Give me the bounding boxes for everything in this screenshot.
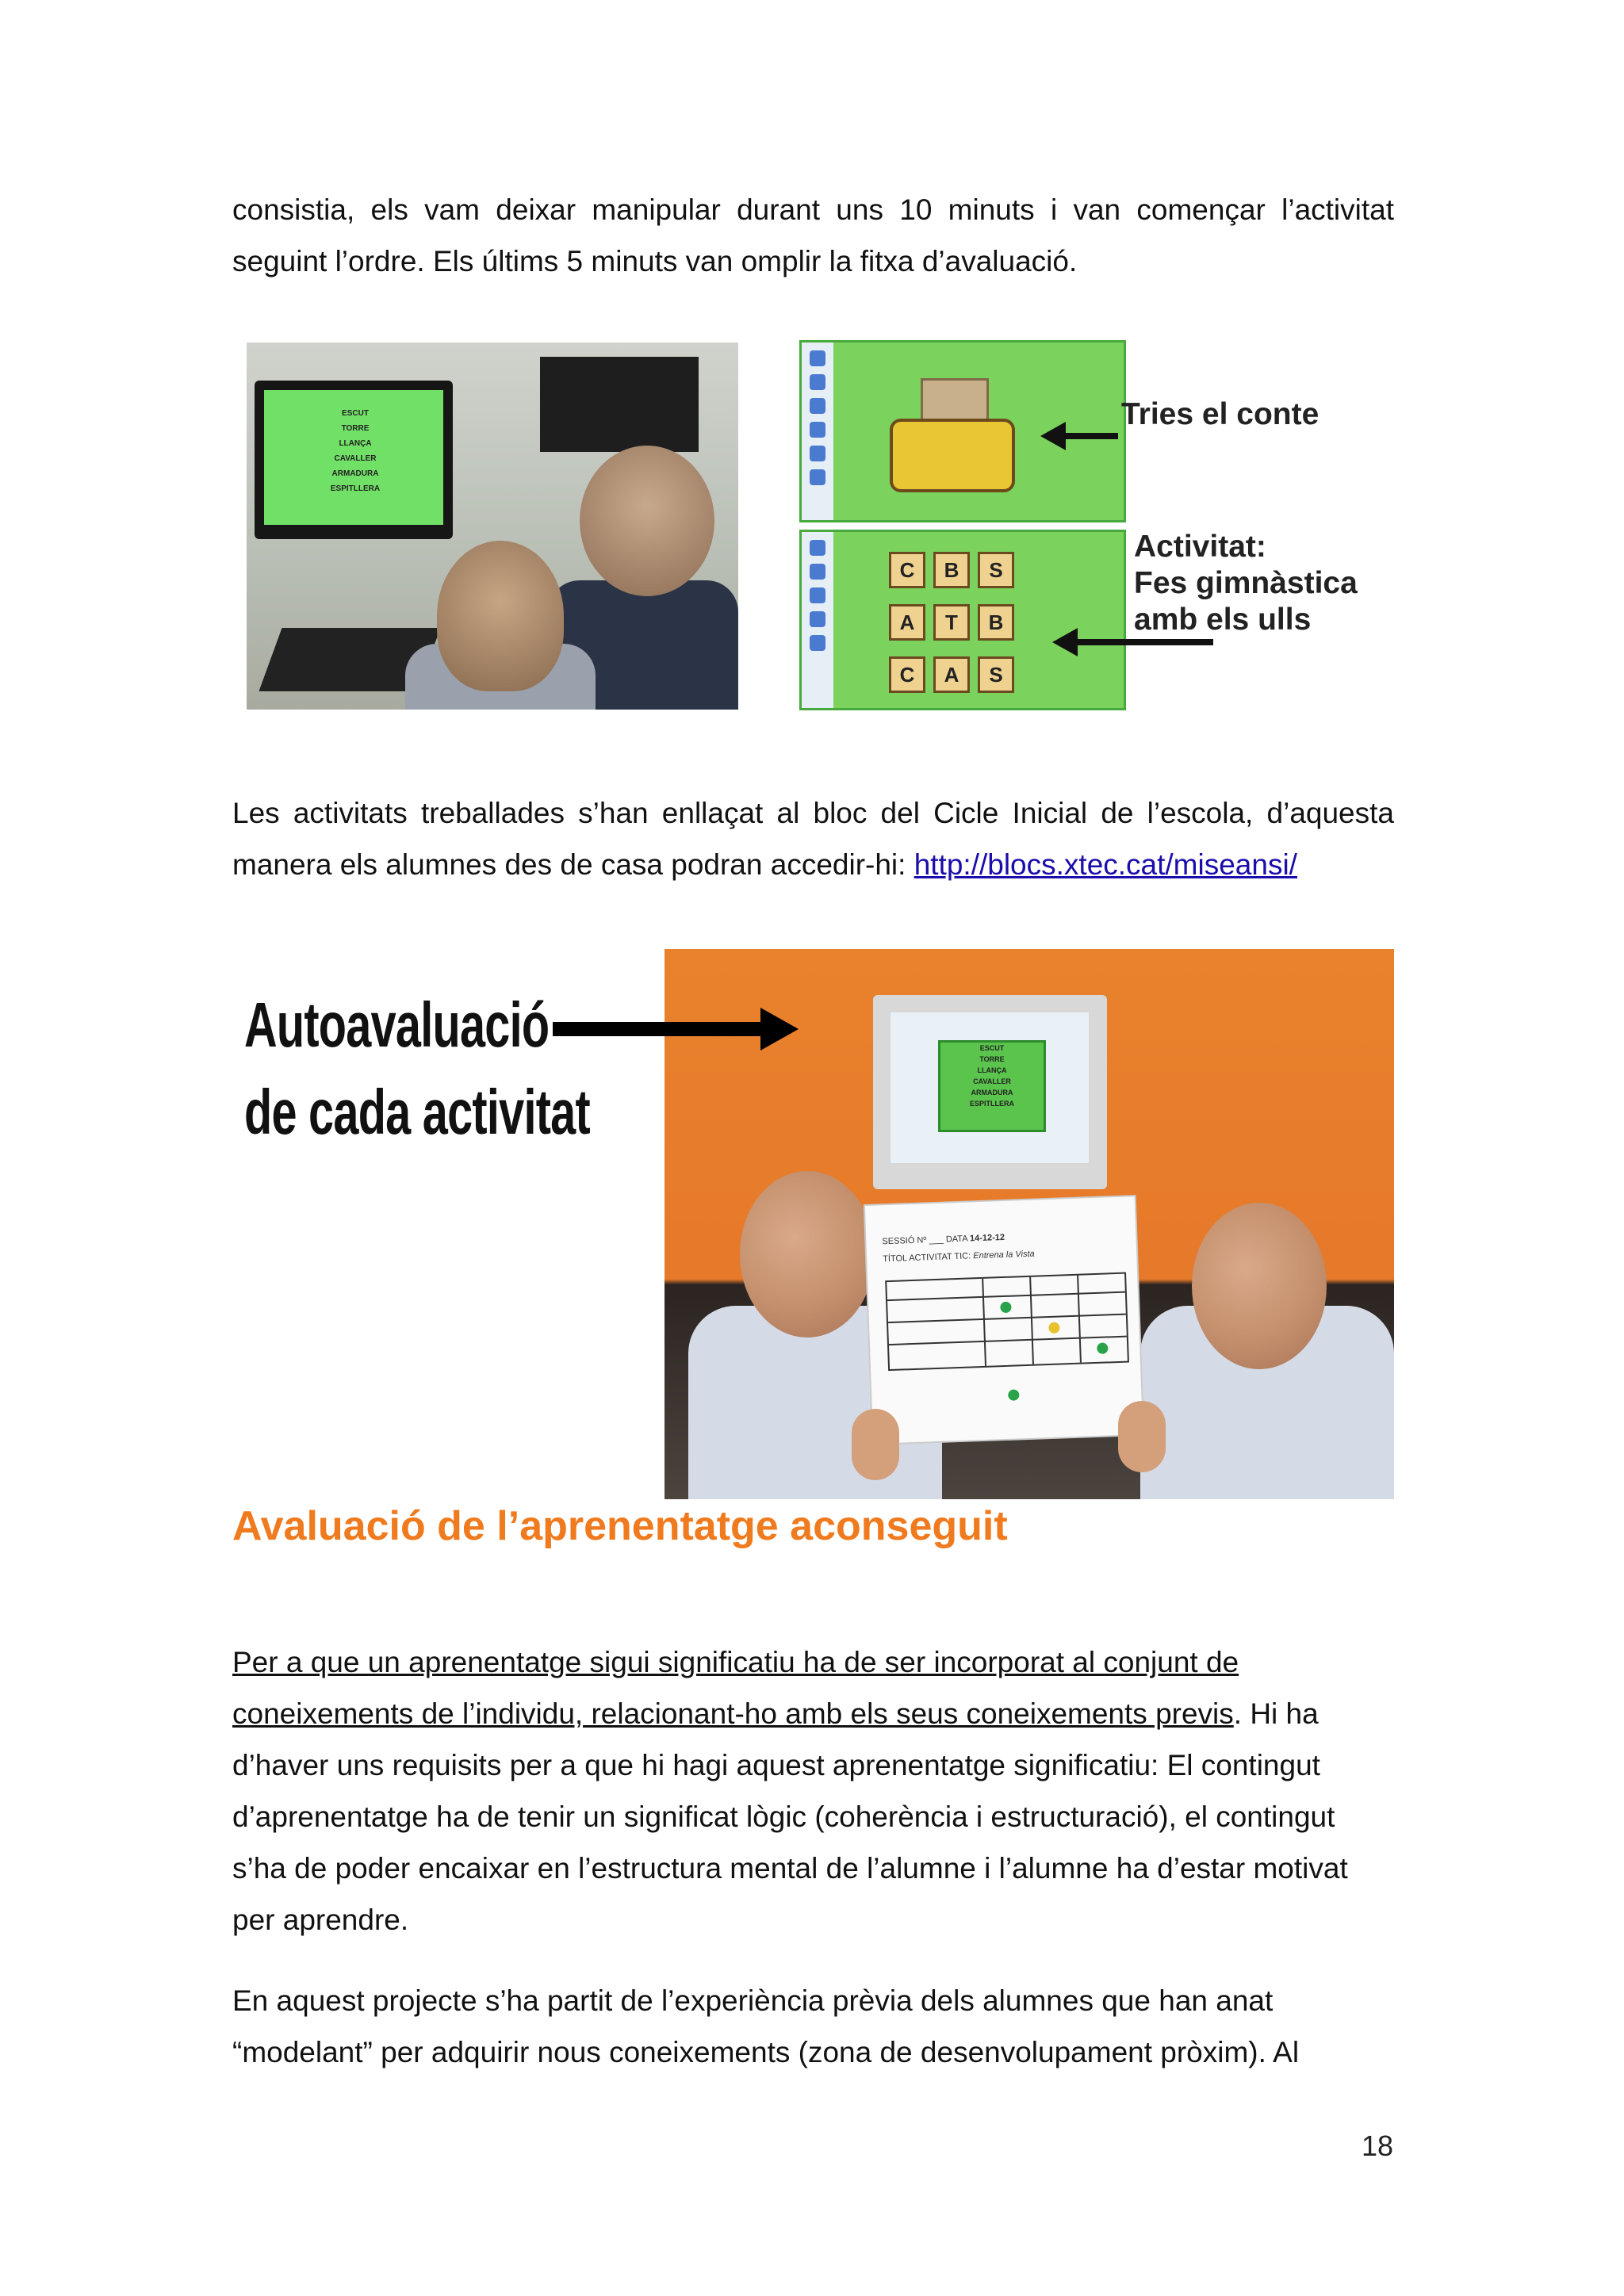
green-dot <box>1097 1342 1108 1353</box>
letter-tile: A <box>933 656 970 693</box>
child-head <box>437 541 564 691</box>
caption-line: Autoavaluació <box>244 989 550 1060</box>
monitor-word: ARMADURA <box>971 1089 1013 1096</box>
monitor-word-list <box>320 406 391 496</box>
arrow-left-icon <box>1074 639 1213 645</box>
monitor-screen <box>264 390 443 525</box>
underlined-text: Per a que un aprenentatge sigui significatiu ha de ser incorporat al conjunt de coneixements de l’individu, relacionant-ho amb els seus coneixements previs <box>232 1646 1239 1730</box>
letter-tile: S <box>978 552 1014 588</box>
monitor <box>255 381 453 539</box>
letter-tile: B <box>978 604 1014 641</box>
paragraph-blog-text: Les activitats treballades s’han enllaçat al bloc del Cicle Inicial de l’escola, d’aquesta manera els alumnes des de casa podran accedir-hi: <box>232 797 1394 881</box>
assessment-sheet <box>865 1196 1143 1444</box>
background-monitor <box>540 357 699 452</box>
screenshot-eye-gymnastics <box>799 530 1126 710</box>
monitor-word: TORRE <box>341 424 370 433</box>
blog-link[interactable]: http://blocs.xtec.cat/miseansi/ <box>914 848 1297 881</box>
caption-line: de cada activitat <box>244 1077 590 1147</box>
self-assessment-caption <box>244 982 590 1156</box>
monitor-word: CAVALLER <box>334 454 377 463</box>
photo-children-at-computer <box>247 342 738 710</box>
hand <box>1118 1401 1166 1472</box>
green-dot <box>1000 1302 1011 1313</box>
monitor-word: ESCUT <box>342 409 369 418</box>
letter-tile: C <box>889 656 925 693</box>
monitor-word: ESCUT <box>979 1044 1005 1052</box>
callout-line: Fes gimnàstica <box>1134 566 1358 600</box>
monitor-word: ESPITLLERA <box>969 1100 1014 1108</box>
monitor-word: LLANÇA <box>977 1066 1007 1074</box>
paragraph-project <box>232 1975 1394 2078</box>
paragraph-intro-text: consistia, els vam deixar manipular durant uns 10 minuts i van començar l’activitat seguint l’ordre. Els últims 5 minuts van omplir la fitxa d’avaluació. <box>232 193 1394 277</box>
paragraph-intro <box>232 184 1394 287</box>
child-head <box>580 446 714 596</box>
sheet-title-line: TÍTOL ACTIVITAT TIC: Entrena la Vista <box>883 1249 1035 1265</box>
app-sidebar <box>802 532 833 708</box>
callout-line: Activitat: <box>1134 530 1266 564</box>
letter-tile: A <box>889 604 925 641</box>
section-heading: Avaluació de l’aprenentatge aconseguit <box>232 1503 1008 1549</box>
green-dot <box>1008 1389 1019 1400</box>
assessment-grid <box>885 1272 1129 1372</box>
monitor-word: ARMADURA <box>331 469 379 478</box>
castle-story-logo <box>893 378 1012 497</box>
blurred-face <box>740 1171 875 1337</box>
monitor-screen <box>891 1012 1089 1163</box>
letter-tile: C <box>889 552 925 588</box>
monitor-word: LLANÇA <box>339 439 372 448</box>
app-window <box>938 1040 1046 1132</box>
sheet-session-line: SESSIÓ Nº ___ DATA 14-12-12 <box>882 1232 1005 1247</box>
arrow-right-icon <box>553 1022 767 1036</box>
screenshot-story-selection <box>799 340 1126 522</box>
paragraph-meaningful-learning <box>232 1636 1394 1946</box>
blurred-face <box>1192 1203 1327 1369</box>
hand <box>852 1409 899 1480</box>
letter-tiles <box>889 552 1022 709</box>
paragraph-text: En aquest projecte s’ha partit de l’experiència prèvia dels alumnes que han anat “modelant” per adquirir nous coneixements (zona de desenvolupament pròxim). Al <box>232 1984 1300 2068</box>
callout-choose-story: Tries el conte <box>1121 397 1320 431</box>
letter-tile: S <box>978 656 1014 693</box>
letter-tile: B <box>933 552 970 588</box>
letter-tile: T <box>933 604 970 641</box>
yellow-dot <box>1048 1322 1059 1334</box>
page-number: 18 <box>1362 2130 1394 2162</box>
computer-monitor <box>873 995 1107 1189</box>
arrow-left-icon <box>1063 433 1118 439</box>
monitor-word: ESPITLLERA <box>330 484 381 493</box>
monitor-word: CAVALLER <box>973 1077 1011 1085</box>
paragraph-blog-link <box>232 787 1394 890</box>
callout-line: amb els ulls <box>1134 603 1312 637</box>
monitor-word: TORRE <box>979 1055 1005 1063</box>
app-sidebar <box>802 342 833 520</box>
callout-activity <box>1134 529 1358 638</box>
paragraph-text: . Hi ha d’haver uns requisits per a que hi hagi aquest aprenentatge significatiu: El contingut d’aprenentatge ha de tenir un significat lògic (coherència i estructuració), el contingut s’ha de poder encaixar en l’estructura mental de l’alumne i l’alumne ha d’estar motivat per aprendre. <box>232 1697 1348 1936</box>
